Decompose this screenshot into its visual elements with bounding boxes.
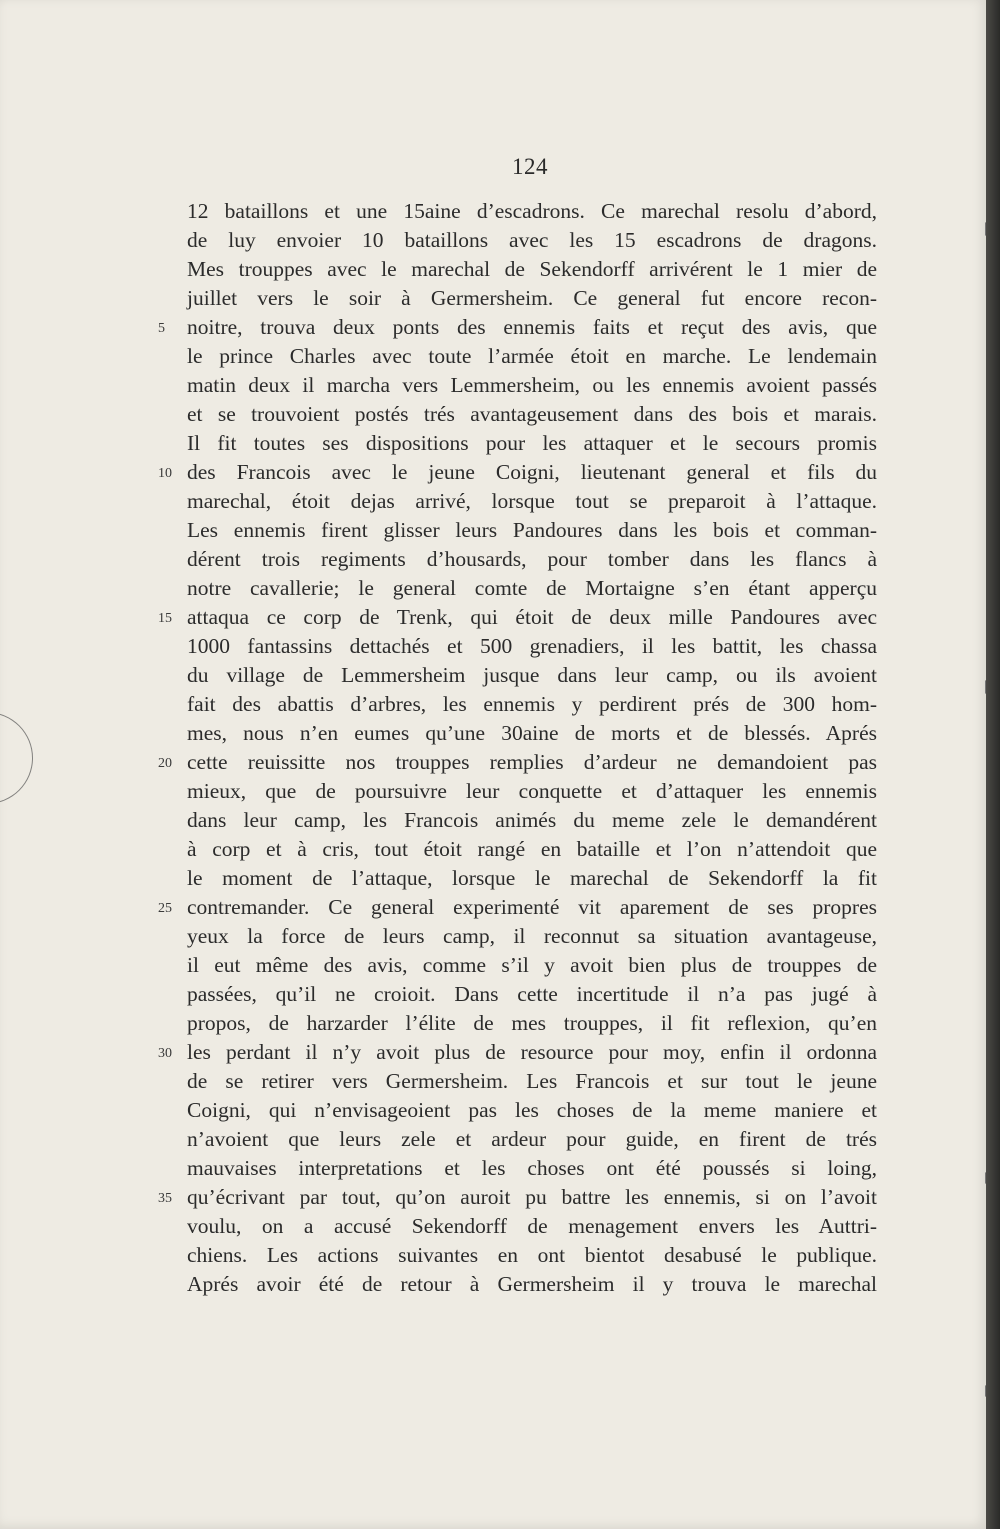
text-line: 12 bataillons et une 15aine d’escadrons. Ce marechal resolu d’abord, <box>187 199 877 223</box>
text-line: le prince Charles avec toute l’armée étoit en marche. Le lendemain <box>187 344 877 368</box>
text-line: chiens. Les actions suivantes en ont bientot desabusé le publique. <box>187 1243 877 1267</box>
text-line: Coigni, qui n’envisageoient pas les choses de la meme maniere et <box>187 1098 877 1122</box>
text-line: matin deux il marcha vers Lemmersheim, ou les ennemis avoient passés <box>187 373 877 397</box>
text-line: attaqua ce corp de Trenk, qui étoit de deux mille Pandoures avec <box>187 605 877 629</box>
text-line: Mes trouppes avec le marechal de Sekendorff arrivérent le 1 mier de <box>187 257 877 281</box>
text-line: des Francois avec le jeune Coigni, lieutenant general et fils du <box>187 460 877 484</box>
text-line: les perdant il n’y avoit plus de resource pour moy, enfin il ordonna <box>187 1040 877 1064</box>
text-line: dérent trois regiments d’housards, pour tomber dans les flancs à <box>187 547 877 571</box>
margin-line-number: 20 <box>158 756 172 771</box>
text-line: de se retirer vers Germersheim. Les Francois et sur tout le jeune <box>187 1069 877 1093</box>
text-line: mauvaises interpretations et les choses ont été poussés si loing, <box>187 1156 877 1180</box>
margin-line-number: 25 <box>158 901 172 916</box>
book-spine-edge <box>986 0 1000 1529</box>
text-line: cette reuissitte nos trouppes remplies d’ardeur ne demandoient pas <box>187 750 877 774</box>
text-line: qu’écrivant par tout, qu’on auroit pu battre les ennemis, si on l’avoit <box>187 1185 877 1209</box>
margin-line-number: 5 <box>158 321 165 336</box>
text-line: le moment de l’attaque, lorsque le marechal de Sekendorff la fit <box>187 866 877 890</box>
text-line: passées, qu’il ne croioit. Dans cette incertitude il n’a pas jugé à <box>187 982 877 1006</box>
text-line: notre cavallerie; le general comte de Mortaigne s’en étant apperçu <box>187 576 877 600</box>
body-text <box>187 197 877 1299</box>
text-line: marechal, étoit dejas arrivé, lorsque tout se preparoit à l’attaque. <box>187 489 877 513</box>
margin-line-number: 10 <box>158 466 172 481</box>
text-line: 1000 fantassins dettachés et 500 grenadiers, il les battit, les chassa <box>187 634 877 658</box>
margin-line-number: 35 <box>158 1191 172 1206</box>
text-line: de luy envoier 10 bataillons avec les 15 escadrons de dragons. <box>187 228 877 252</box>
text-line: contremander. Ce general experimenté vit aparement de ses propres <box>187 895 877 919</box>
text-line: propos, de harzarder l’élite de mes trouppes, il fit reflexion, qu’en <box>187 1011 877 1035</box>
page-number: 124 <box>512 154 548 179</box>
text-line: à corp et à cris, tout étoit rangé en bataille et l’on n’attendoit que <box>187 837 877 861</box>
text-line: noitre, trouva deux ponts des ennemis faits et reçut des avis, que <box>187 315 877 339</box>
text-line: dans leur camp, les Francois animés du meme zele le demandérent <box>187 808 877 832</box>
text-line: Il fit toutes ses dispositions pour les attaquer et le secours promis <box>187 431 877 455</box>
text-line: yeux la force de leurs camp, il reconnut sa situation avantageuse, <box>187 924 877 948</box>
margin-line-number: 30 <box>158 1046 172 1061</box>
text-line: Aprés avoir été de retour à Germersheim il y trouva le marechal <box>187 1272 877 1296</box>
text-line: Les ennemis firent glisser leurs Pandoures dans les bois et comman- <box>187 518 877 542</box>
text-line: mes, nous n’en eumes qu’une 30aine de morts et de blessés. Aprés <box>187 721 877 745</box>
binding-shadow <box>0 712 33 804</box>
text-line: et se trouvoient postés trés avantageusement dans des bois et marais. <box>187 402 877 426</box>
text-line: voulu, on a accusé Sekendorff de menagement envers les Auttri- <box>187 1214 877 1238</box>
text-line: du village de Lemmersheim jusque dans leur camp, ou ils avoient <box>187 663 877 687</box>
text-line: mieux, que de poursuivre leur conquette et d’attaquer les ennemis <box>187 779 877 803</box>
text-line: il eut même des avis, comme s’il y avoit bien plus de trouppes de <box>187 953 877 977</box>
text-line: fait des abattis d’arbres, les ennemis y perdirent prés de 300 hom- <box>187 692 877 716</box>
text-line: juillet vers le soir à Germersheim. Ce general fut encore recon- <box>187 286 877 310</box>
text-line: n’avoient que leurs zele et ardeur pour guide, en firent de trés <box>187 1127 877 1151</box>
margin-line-number: 15 <box>158 611 172 626</box>
